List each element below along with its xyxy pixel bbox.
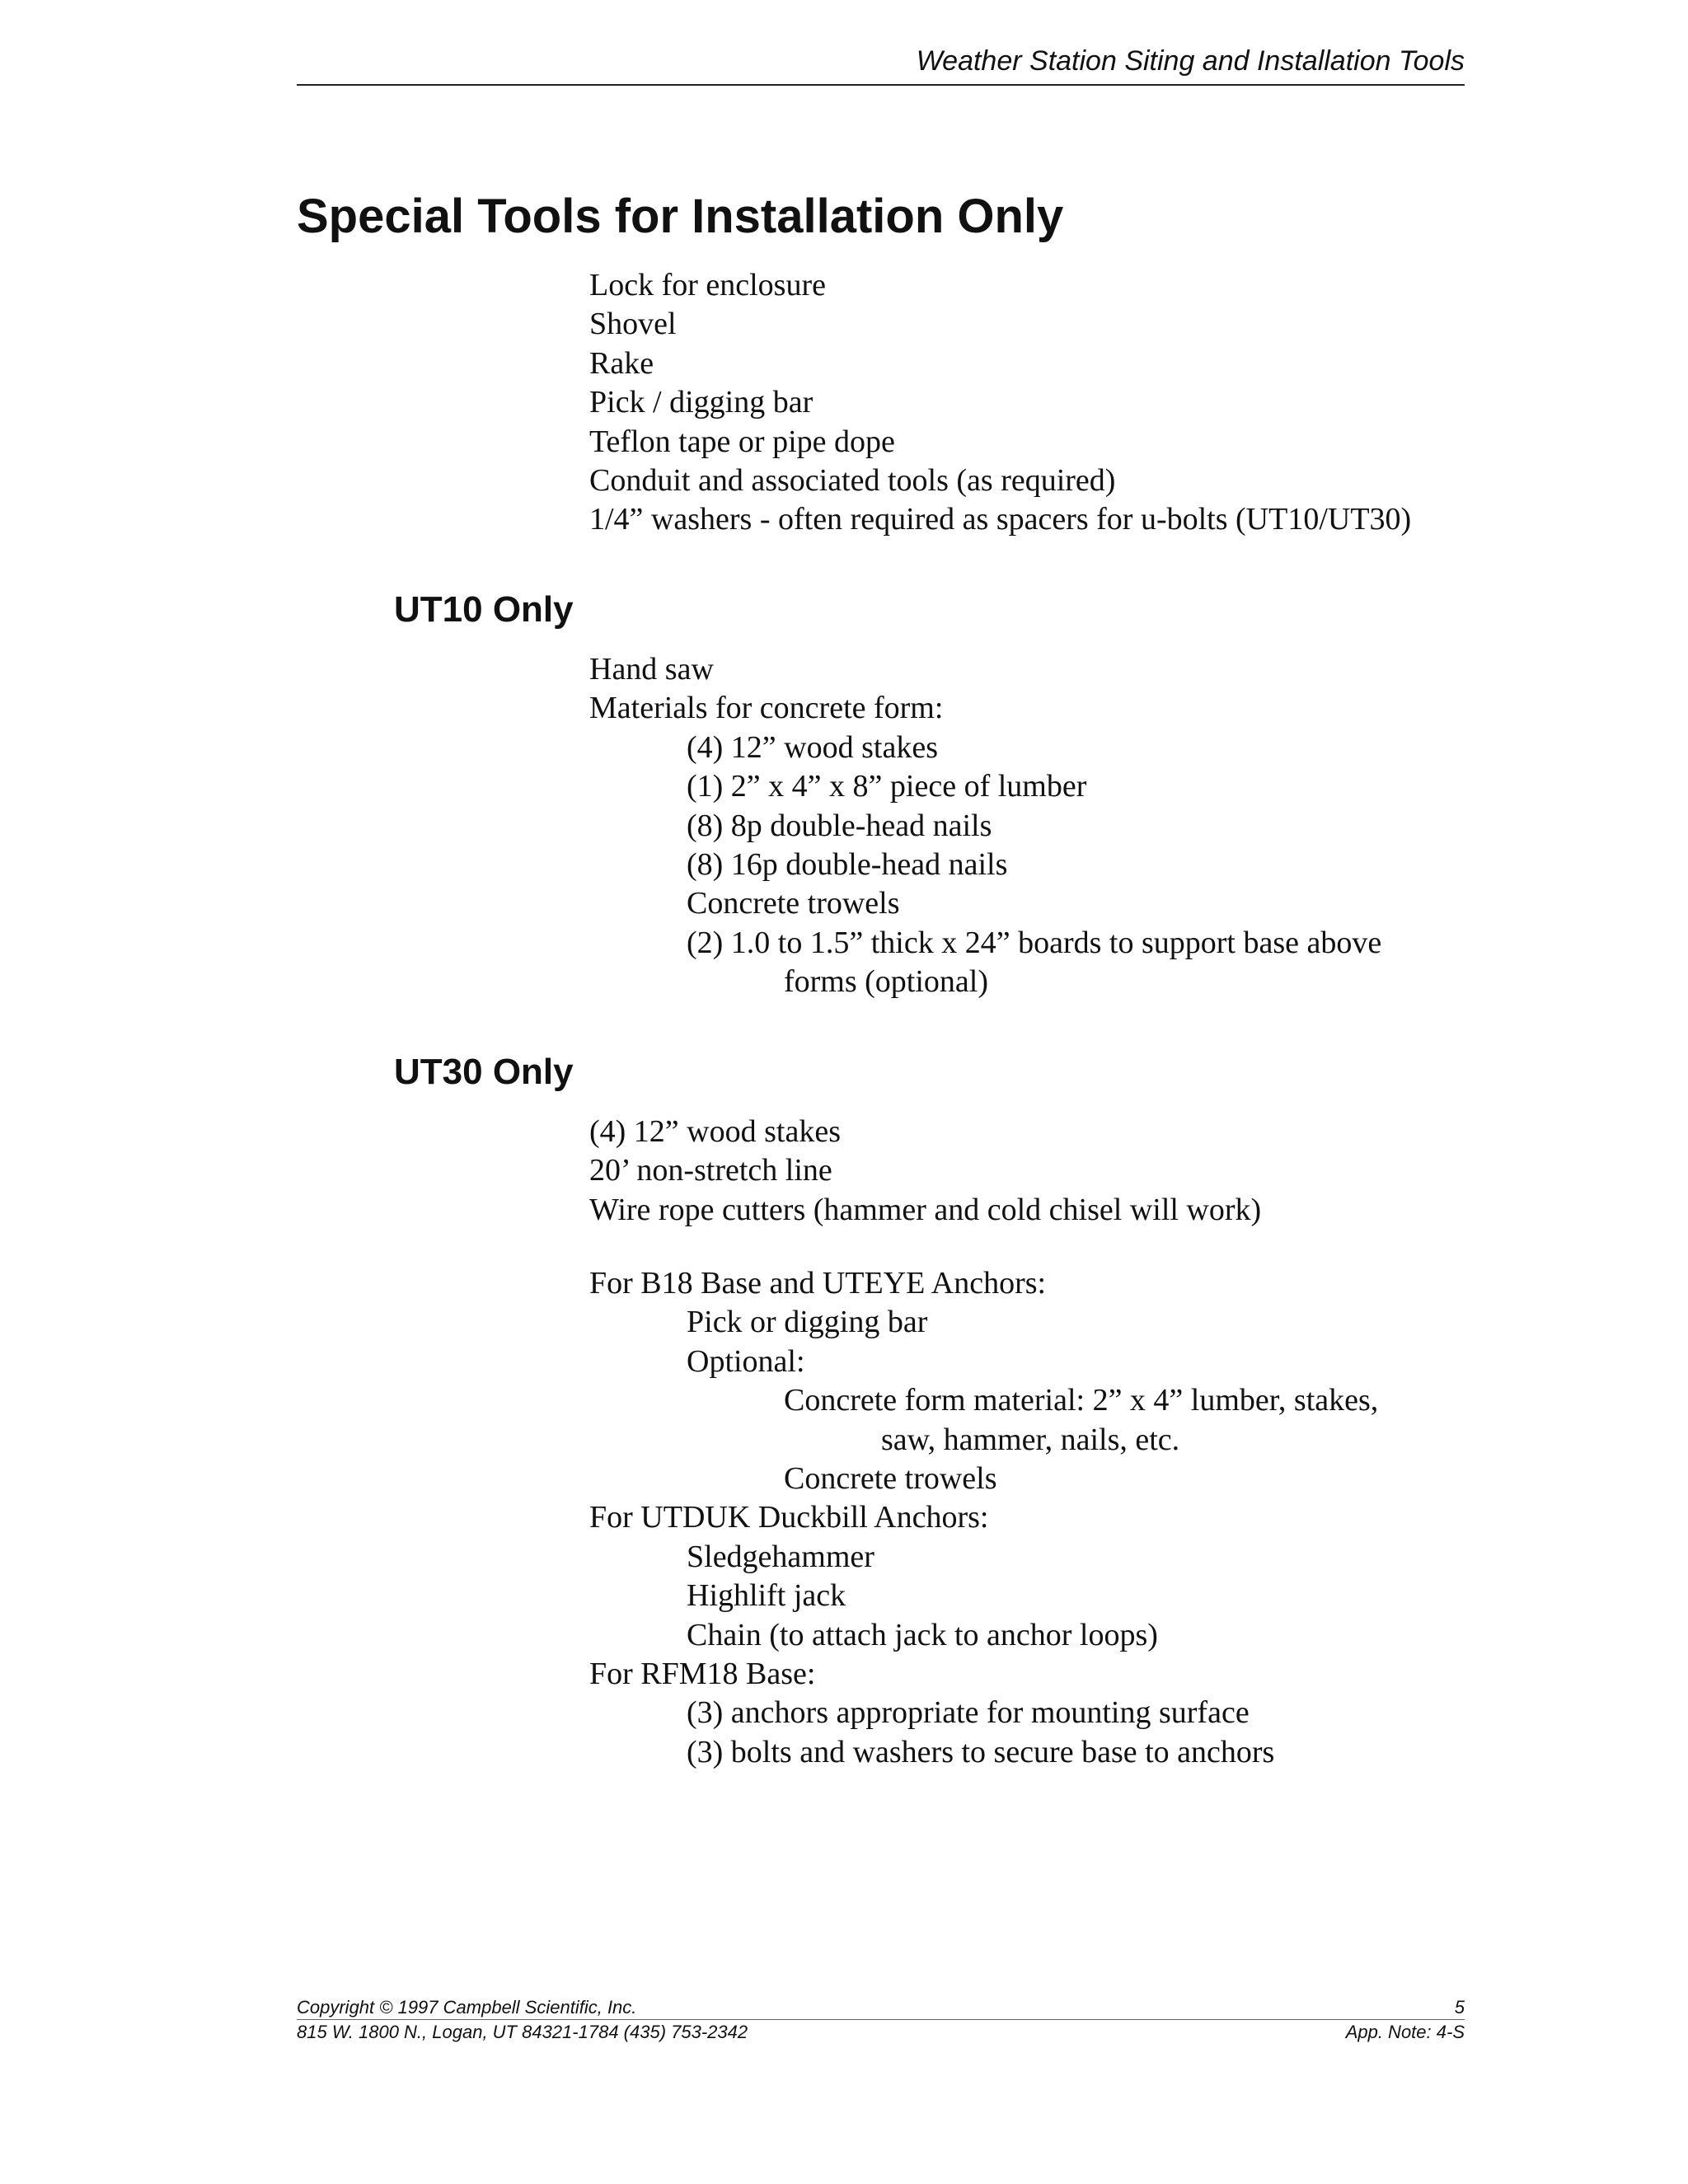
list-item: Pick or digging bar <box>687 1305 928 1340</box>
ut10-tools-list <box>0 650 1381 1002</box>
list-item: (2) 1.0 to 1.5” thick x 24” boards to support base above <box>687 925 1382 960</box>
footer-rule <box>297 2019 1465 2020</box>
list-item: (4) 12” wood stakes <box>687 729 938 765</box>
list-item: (3) anchors appropriate for mounting surface <box>687 1695 1250 1731</box>
running-header: Weather Station Siting and Installation Tools <box>916 45 1465 77</box>
list-item: Hand saw <box>589 652 714 687</box>
list-item: For UTDUK Duckbill Anchors: <box>589 1500 989 1535</box>
footer-page-number: 5 <box>1454 1997 1465 2018</box>
list-item: Pick / digging bar <box>589 385 814 420</box>
list-item: Sledgehammer <box>687 1539 874 1574</box>
general-tools-list <box>0 266 1411 540</box>
list-item: Shovel <box>589 307 677 342</box>
list-item: Concrete trowels <box>784 1461 997 1497</box>
list-item: Conduit and associated tools (as required) <box>589 463 1116 499</box>
list-item: Lock for enclosure <box>589 268 826 302</box>
footer-address: 815 W. 1800 N., Logan, UT 84321-1784 (435) 753-2342 <box>297 2022 748 2042</box>
list-item: 20’ non-stretch line <box>589 1153 832 1188</box>
header-rule <box>297 84 1465 86</box>
list-item: Wire rope cutters (hammer and cold chisel will work) <box>589 1192 1262 1227</box>
list-item: (4) 12” wood stakes <box>589 1114 841 1149</box>
list-item: forms (optional) <box>784 964 989 1000</box>
ut30-anchor-list <box>0 1264 1378 1772</box>
ut10-heading: UT10 Only <box>394 589 574 630</box>
ut30-tools-list <box>0 1113 1261 1230</box>
list-item: Highlift jack <box>687 1578 846 1614</box>
list-item: Concrete trowels <box>687 886 900 921</box>
ut30-heading: UT30 Only <box>394 1052 574 1092</box>
list-item: (8) 8p double-head nails <box>687 808 992 843</box>
list-item: (3) bolts and washers to secure base to anchors <box>687 1734 1275 1769</box>
list-item: Rake <box>589 345 654 381</box>
list-item: Chain (to attach jack to anchor loops) <box>687 1617 1158 1652</box>
page-title: Special Tools for Installation Only <box>297 190 1064 243</box>
list-item: Optional: <box>687 1343 805 1379</box>
footer-copyright: Copyright © 1997 Campbell Scientific, Inc. <box>297 1997 637 2018</box>
list-item: Concrete form material: 2” x 4” lumber, stakes, <box>784 1383 1379 1418</box>
list-item: For RFM18 Base: <box>589 1657 816 1692</box>
list-item: (8) 16p double-head nails <box>687 847 1008 883</box>
list-item: For B18 Base and UTEYE Anchors: <box>589 1266 1047 1301</box>
list-item: Teflon tape or pipe dope <box>589 424 895 459</box>
list-item: Materials for concrete form: <box>589 691 944 726</box>
list-item: (1) 2” x 4” x 8” piece of lumber <box>687 769 1087 804</box>
list-item: saw, hammer, nails, etc. <box>881 1422 1180 1457</box>
footer-app-note: App. Note: 4-S <box>1345 2022 1465 2042</box>
list-item: 1/4” washers - often required as spacers for u-bolts (UT10/UT30) <box>589 502 1412 537</box>
